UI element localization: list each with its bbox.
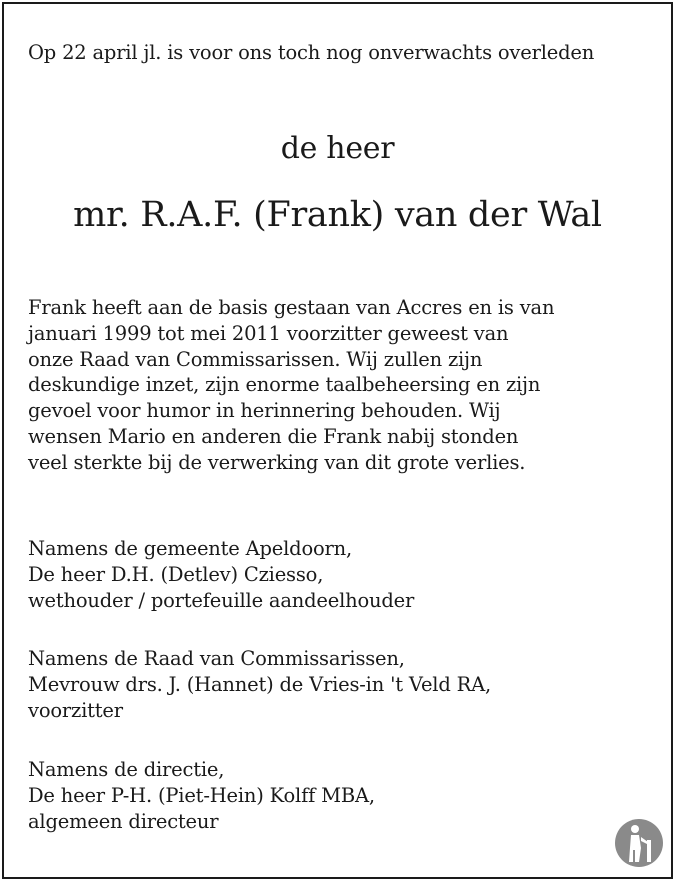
tribute-line: deskundige inzet, zijn enorme taalbeheersing en zijn xyxy=(28,373,541,397)
logo-figure-body xyxy=(629,835,641,862)
memorial-figure-svg xyxy=(614,818,664,868)
intro-text: Op 22 april jl. is voor ons toch nog onverwachts overleden xyxy=(28,41,595,64)
title-salutation: de heer xyxy=(280,131,395,166)
tribute-line: gevoel voor humor in herinnering behouden. Wij xyxy=(28,399,501,423)
tribute-line: Frank heeft aan de basis gestaan van Accres en is van xyxy=(28,296,555,319)
signatory-on-behalf: Namens de gemeente Apeldoorn, xyxy=(28,537,353,560)
signatory-on-behalf: Namens de directie, xyxy=(28,758,225,781)
tribute-paragraph xyxy=(28,295,646,476)
signatory-role: algemeen directeur xyxy=(28,809,219,833)
signatory-on-behalf: Namens de Raad van Commissarissen, xyxy=(28,647,405,670)
signatory-municipality xyxy=(28,536,646,613)
signatory-supervisory-board xyxy=(28,646,646,723)
tribute-line: wensen Mario en anderen die Frank nabij stonden xyxy=(28,424,519,448)
signatory-management xyxy=(28,757,646,834)
logo-figure-head xyxy=(631,825,639,833)
tribute-line: onze Raad van Commissarissen. Wij zullen zijn xyxy=(28,347,483,371)
deceased-name: mr. R.A.F. (Frank) van der Wal xyxy=(73,195,602,235)
tribute-line: januari 1999 tot mei 2011 voorzitter geweest van xyxy=(28,321,509,345)
signatory-person: Mevrouw drs. J. (Hannet) de Vries-in 't Veld RA, xyxy=(28,672,491,696)
signatory-role: wethouder / portefeuille aandeelhouder xyxy=(28,588,415,612)
memorial-figure-icon xyxy=(614,818,664,868)
signatory-person: De heer P-H. (Piet-Hein) Kolff MBA, xyxy=(28,783,375,807)
tribute-line: veel sterkte bij de verwerking van dit grote verlies. xyxy=(28,450,526,474)
signatory-role: voorzitter xyxy=(28,698,123,722)
signatory-person: De heer D.H. (Detlev) Cziesso, xyxy=(28,562,324,586)
logo-figure-staff xyxy=(647,840,651,862)
